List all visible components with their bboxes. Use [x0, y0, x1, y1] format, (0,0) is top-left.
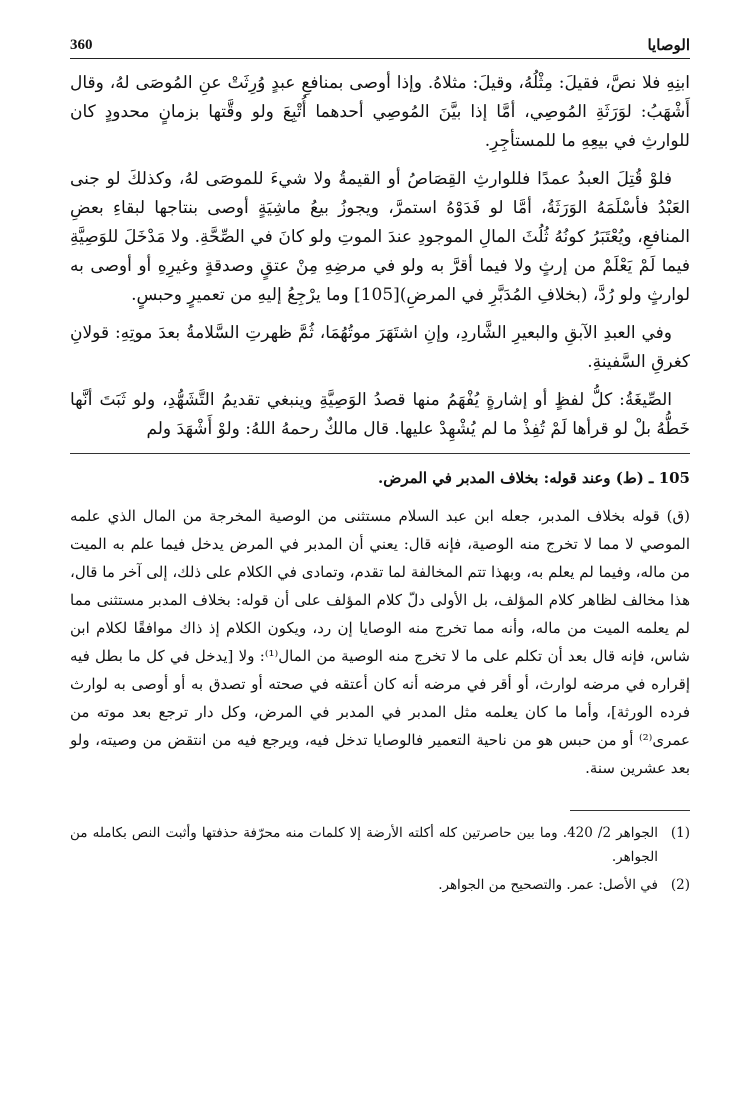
commentary-section — [70, 464, 690, 782]
main-text — [70, 69, 690, 444]
footnote-number: (1) — [670, 825, 690, 841]
commentary-body: (ق) قوله بخلاف المدبر، جعله ابن عبد السلام مستثنى من الوصية المخرجة من المال الذي علمه الموصي لا مما لا تخرج منه الوصية، فإنه قال: يعني أن المدبر في المرض يدخل فيما علم به الميت من ماله، وفيما لم يعلم به، وبهذا تتم المخالفة لما تقدم، وتمادى في الكلام على ذلك، إلى آخر ما قال، هذا مخالف لظاهر كلام المؤلف، بل الأولى دلّ كلام المؤلف على أن قوله: بخلاف المدبر مستثنى مما لم يعلمه الميت من ماله، وأنه مما تخرج منه الوصايا إن رد، ويكون الكلام إذ ذاك موافقًا لكلام ابن شاس، فإنه قال بعد أن تكلم على ما لا تخرج منه الوصية من المال⁽¹⁾: ولا [يدخل في كل ما بطل فيه إقراره في مرضه لوارث، أو أقر في مرضه أنه كان أعتقه في صحته أو تصدق به أو أوصى به لوارث فرده الورثة]، وأما ما كان يعلمه مثل المدبر في المدبر في المرض، وكل دار ترجع بعد موته من عمرى⁽²⁾ أو من حبس هو من ناحية التعمير فالوصايا تدخل فيه، ويرجع فيه من انتقض من وصيته، ولو بعد عشرين سنة. — [70, 507, 690, 777]
footnote — [70, 873, 690, 897]
main-paragraph: ابنِهِ فلا نصَّ، فقيلَ: مِثْلُهُ، وقيلَ: مثلاهُ. وإذا أوصى بمنافعِ عبدٍ وُرِثَتْ عنِ المُوصَى لهُ، وقال أَشْهَبُ: لوَرَثَةِ المُوصِي، أمَّا إذا بيَّنَ المُوصِي أحدهما أُتْبِعَ ولو وقَّتها بزمانٍ محدودٍ كان للوارثِ في بيعِهِ ما للمستأجِرِ. — [70, 73, 690, 151]
footnotes — [70, 821, 690, 897]
main-paragraph: الصِّيغَةُ: كلُّ لفظٍ أو إشارةٍ يُفْهَمُ منها قصدُ الوَصِيَّةِ وينبغي تقديمُ التَّشَهُّدِ، ولو ثَبَتَ أنَّها خَطُّهُ بلْ لو قرأها لَمْ تُفِذْ ما لم يُشْهِدْ عليها. قال مالكٌ رحمهُ اللهُ: ولوْ أَشْهَدَ ولم — [70, 390, 690, 439]
footnote-number: (2) — [670, 877, 690, 893]
commentary-heading: 105 ـ (ط) وعند قوله: بخلاف المدبر في المرض. — [377, 469, 690, 487]
footnote-text: الجواهر 2/ 420. وما بين حاصرتين كله أكلته الأرضة إلا كلمات منه محرّفة حذفتها وأثبت النص بكامله من الجواهر. — [70, 825, 659, 865]
main-paragraph: وفي العبدِ الآبقِ والبعيرِ الشَّاردِ، وإنِ اشتَهَرَ موتُهُمَا، ثُمَّ ظهرتِ السَّلامةُ بعدَ موتِهِ: قولانِ كغرقِ السَّفينةِ. — [70, 323, 690, 372]
footnote-text: في الأصل: عمر. والتصحيح من الجواهر. — [438, 877, 658, 893]
footnote — [70, 821, 690, 869]
running-header — [70, 28, 690, 59]
main-paragraph: فلوْ قُتِلَ العبدُ عمدًا فللوارثِ القِصَاصُ أو القيمةُ ولا شيءَ للموصَى لهُ، وكذلكَ لو جنى العَبْدُ فأسْلَمَهُ الوَرَثَةُ، أمَّا لو فَدَوْهُ استمرَّ، ويجوزُ بيعُ ماشِيَةٍ أوصى بنتاجها لبقاءِ بعضِ المنافعِ، ويُعْتَبَرُ كونُهُ ثُلُثَ المالِ الموجودِ عندَ الموتِ ولو كانَ في الصِّحَّةِ. ولا مَدْخَلَ للوَصِيَّةِ فيما لَمْ يَعْلَمْ من إرثٍ ولا فيما أقرَّ به ولو في مرضِهِ مِنْ عتقٍ وصدقةٍ وغيرِهِ أو أوصى به لوارثٍ ولو رُدَّ، (بخلافِ المُدَبَّرِ في المرضِ)[105] وما يرْجِعُ إليهِ من تعميرٍ وحبسٍ. — [70, 169, 690, 305]
footnote-divider — [570, 810, 690, 811]
page-number: 360 — [70, 37, 93, 53]
running-title: الوصايا — [647, 36, 690, 54]
book-page — [70, 28, 690, 901]
text-divider — [70, 453, 690, 454]
